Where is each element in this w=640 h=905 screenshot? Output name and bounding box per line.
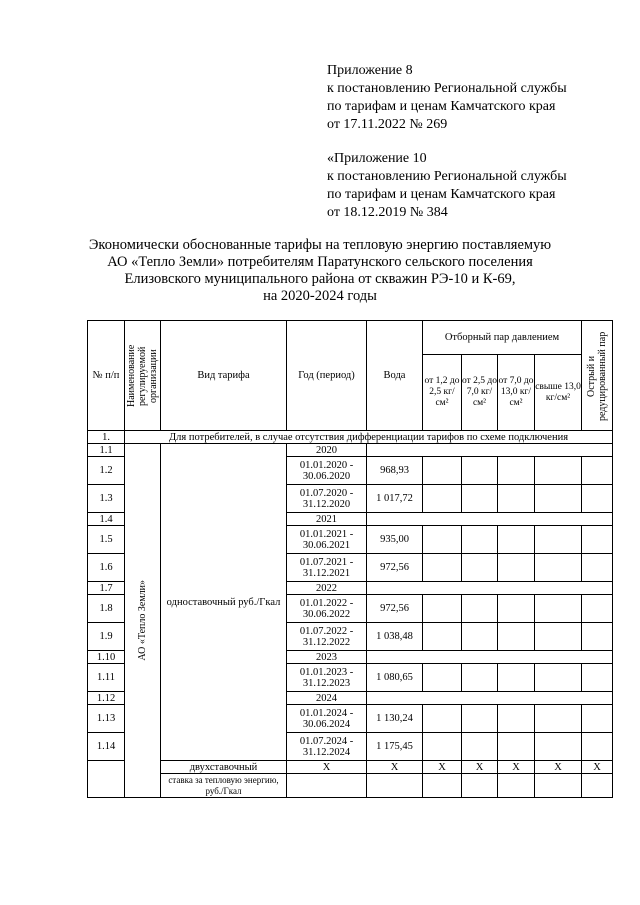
empty-cell	[462, 457, 498, 485]
row-num: 1.2	[88, 457, 125, 485]
row-num: 1.6	[88, 554, 125, 582]
empty-cell	[498, 554, 535, 582]
appendix-line: «Приложение 10	[327, 151, 427, 166]
water-value: 972,56	[367, 595, 423, 623]
row-num: 1.13	[88, 705, 125, 733]
title-line: Экономически обоснованные тарифы на тепловую энергию поставляемую	[88, 237, 552, 253]
empty-cell	[423, 664, 462, 692]
year-cell: 2020	[287, 444, 367, 457]
header-pressure-2: от 2,5 до 7,0 кг/см²	[462, 355, 498, 431]
header-row-1	[88, 321, 613, 355]
appendix-line: Приложение 8	[327, 63, 413, 78]
row-num: 1.9	[88, 623, 125, 651]
header-pressure-4: свыше 13,0 кг/см²	[535, 355, 582, 431]
header-pressure-1: от 1,2 до 2,5 кг/см²	[423, 355, 462, 431]
row-num	[88, 761, 125, 798]
empty-cell	[462, 705, 498, 733]
water-value: 1 038,48	[367, 623, 423, 651]
empty-cell	[423, 554, 462, 582]
empty-cell	[367, 774, 423, 798]
period-cell: 01.07.2021 - 31.12.2021	[287, 554, 367, 582]
organization-name: АО «Тепло Земли»	[137, 580, 148, 661]
empty-cell	[582, 623, 613, 651]
empty-cell	[582, 485, 613, 513]
section-num: 1.	[88, 431, 125, 444]
row-num: 1.12	[88, 692, 125, 705]
period-cell: 01.01.2023 - 31.12.2023	[287, 664, 367, 692]
row-num: 1.14	[88, 733, 125, 761]
header-organization: Наименование регулируемой организации	[125, 321, 161, 431]
empty-cell	[498, 733, 535, 761]
x-cell: X	[287, 761, 367, 774]
section-row	[88, 431, 613, 444]
year-span-cell	[367, 692, 613, 705]
empty-cell	[535, 554, 582, 582]
row-num: 1.3	[88, 485, 125, 513]
empty-cell	[582, 664, 613, 692]
document-title	[40, 237, 600, 305]
empty-cell	[535, 705, 582, 733]
empty-cell	[498, 526, 535, 554]
empty-cell	[423, 774, 462, 798]
year-span-cell	[367, 513, 613, 526]
empty-cell	[423, 733, 462, 761]
empty-cell	[535, 733, 582, 761]
x-cell: X	[462, 761, 498, 774]
period-cell: 01.01.2024 - 30.06.2024	[287, 705, 367, 733]
empty-cell	[582, 595, 613, 623]
empty-cell	[582, 705, 613, 733]
x-cell: X	[535, 761, 582, 774]
row-num: 1.1	[88, 444, 125, 457]
period-cell: 01.07.2022 - 31.12.2022	[287, 623, 367, 651]
appendix-line: по тарифам и ценам Камчатского края	[327, 99, 556, 114]
empty-cell	[423, 705, 462, 733]
empty-cell	[462, 774, 498, 798]
two-rate-label: двухставочный	[161, 761, 287, 774]
water-value: 972,56	[367, 554, 423, 582]
empty-cell	[462, 554, 498, 582]
heat-rate-row	[88, 774, 613, 798]
empty-cell	[462, 595, 498, 623]
header-steam-group: Отборный пар давлением	[423, 321, 582, 355]
header-period: Год (период)	[287, 321, 367, 431]
organization-cell	[125, 444, 161, 798]
year-cell: 2021	[287, 513, 367, 526]
empty-cell	[582, 774, 613, 798]
empty-cell	[498, 774, 535, 798]
row-num: 1.7	[88, 582, 125, 595]
row-num: 1.10	[88, 651, 125, 664]
empty-cell	[462, 623, 498, 651]
empty-cell	[582, 733, 613, 761]
empty-cell	[498, 705, 535, 733]
water-value: 1 175,45	[367, 733, 423, 761]
period-cell: 01.01.2020 - 30.06.2020	[287, 457, 367, 485]
table-row	[88, 444, 613, 457]
empty-cell	[423, 623, 462, 651]
title-line: на 2020-2024 годы	[263, 288, 377, 304]
empty-cell	[535, 623, 582, 651]
year-cell: 2024	[287, 692, 367, 705]
appendix-line: от 17.11.2022 № 269	[327, 117, 448, 132]
empty-cell	[535, 526, 582, 554]
empty-cell	[498, 485, 535, 513]
empty-cell	[462, 526, 498, 554]
row-num: 1.5	[88, 526, 125, 554]
empty-cell	[498, 623, 535, 651]
empty-cell	[582, 554, 613, 582]
empty-cell	[287, 774, 367, 798]
header-num: № п/п	[88, 321, 125, 431]
single-rate-label: одноставочный руб./Гкал	[161, 444, 287, 761]
row-num: 1.8	[88, 595, 125, 623]
water-value: 935,00	[367, 526, 423, 554]
x-cell: X	[498, 761, 535, 774]
header-water: Вода	[367, 321, 423, 431]
empty-cell	[582, 526, 613, 554]
empty-cell	[423, 526, 462, 554]
empty-cell	[535, 485, 582, 513]
appendix-current-block	[327, 62, 627, 134]
x-cell: X	[423, 761, 462, 774]
appendix-line: к постановлению Региональной службы	[327, 81, 567, 96]
x-cell: X	[582, 761, 613, 774]
header-tariff-type: Вид тарифа	[161, 321, 287, 431]
section-text: Для потребителей, в случае отсутствия дифференциации тарифов по схеме подключения	[125, 431, 613, 444]
empty-cell	[498, 664, 535, 692]
water-value: 1 130,24	[367, 705, 423, 733]
year-span-cell	[367, 444, 613, 457]
water-value: 1 080,65	[367, 664, 423, 692]
row-num: 1.11	[88, 664, 125, 692]
empty-cell	[498, 595, 535, 623]
empty-cell	[423, 485, 462, 513]
year-span-cell	[367, 651, 613, 664]
empty-cell	[535, 595, 582, 623]
period-cell: 01.07.2020 - 31.12.2020	[287, 485, 367, 513]
title-line: АО «Тепло Земли» потребителям Паратунского сельского поселения	[107, 254, 533, 270]
year-cell: 2023	[287, 651, 367, 664]
appendix-line: к постановлению Региональной службы	[327, 169, 567, 184]
water-value: 968,93	[367, 457, 423, 485]
empty-cell	[462, 664, 498, 692]
empty-cell	[535, 457, 582, 485]
empty-cell	[423, 595, 462, 623]
row-num: 1.4	[88, 513, 125, 526]
empty-cell	[535, 664, 582, 692]
empty-cell	[423, 457, 462, 485]
empty-cell	[582, 457, 613, 485]
year-span-cell	[367, 582, 613, 595]
x-cell: X	[367, 761, 423, 774]
heat-rate-label: ставка за тепловую энергию, руб./Гкал	[161, 774, 287, 798]
empty-cell	[462, 485, 498, 513]
tariff-table	[87, 320, 613, 798]
period-cell: 01.01.2021 - 30.06.2021	[287, 526, 367, 554]
appendix-previous-block	[327, 150, 627, 222]
empty-cell	[498, 457, 535, 485]
header-pressure-3: от 7,0 до 13,0 кг/см²	[498, 355, 535, 431]
appendix-line: по тарифам и ценам Камчатского края	[327, 187, 556, 202]
header-reduced-steam: Острый и редуцированный пар	[582, 321, 613, 431]
empty-cell	[462, 733, 498, 761]
empty-cell	[535, 774, 582, 798]
year-cell: 2022	[287, 582, 367, 595]
appendix-line: от 18.12.2019 № 384	[327, 205, 448, 220]
water-value: 1 017,72	[367, 485, 423, 513]
title-line: Елизовского муниципального района от скважин РЭ-10 и К-69,	[124, 271, 516, 287]
two-rate-row	[88, 761, 613, 774]
period-cell: 01.07.2024 - 31.12.2024	[287, 733, 367, 761]
period-cell: 01.01.2022 - 30.06.2022	[287, 595, 367, 623]
